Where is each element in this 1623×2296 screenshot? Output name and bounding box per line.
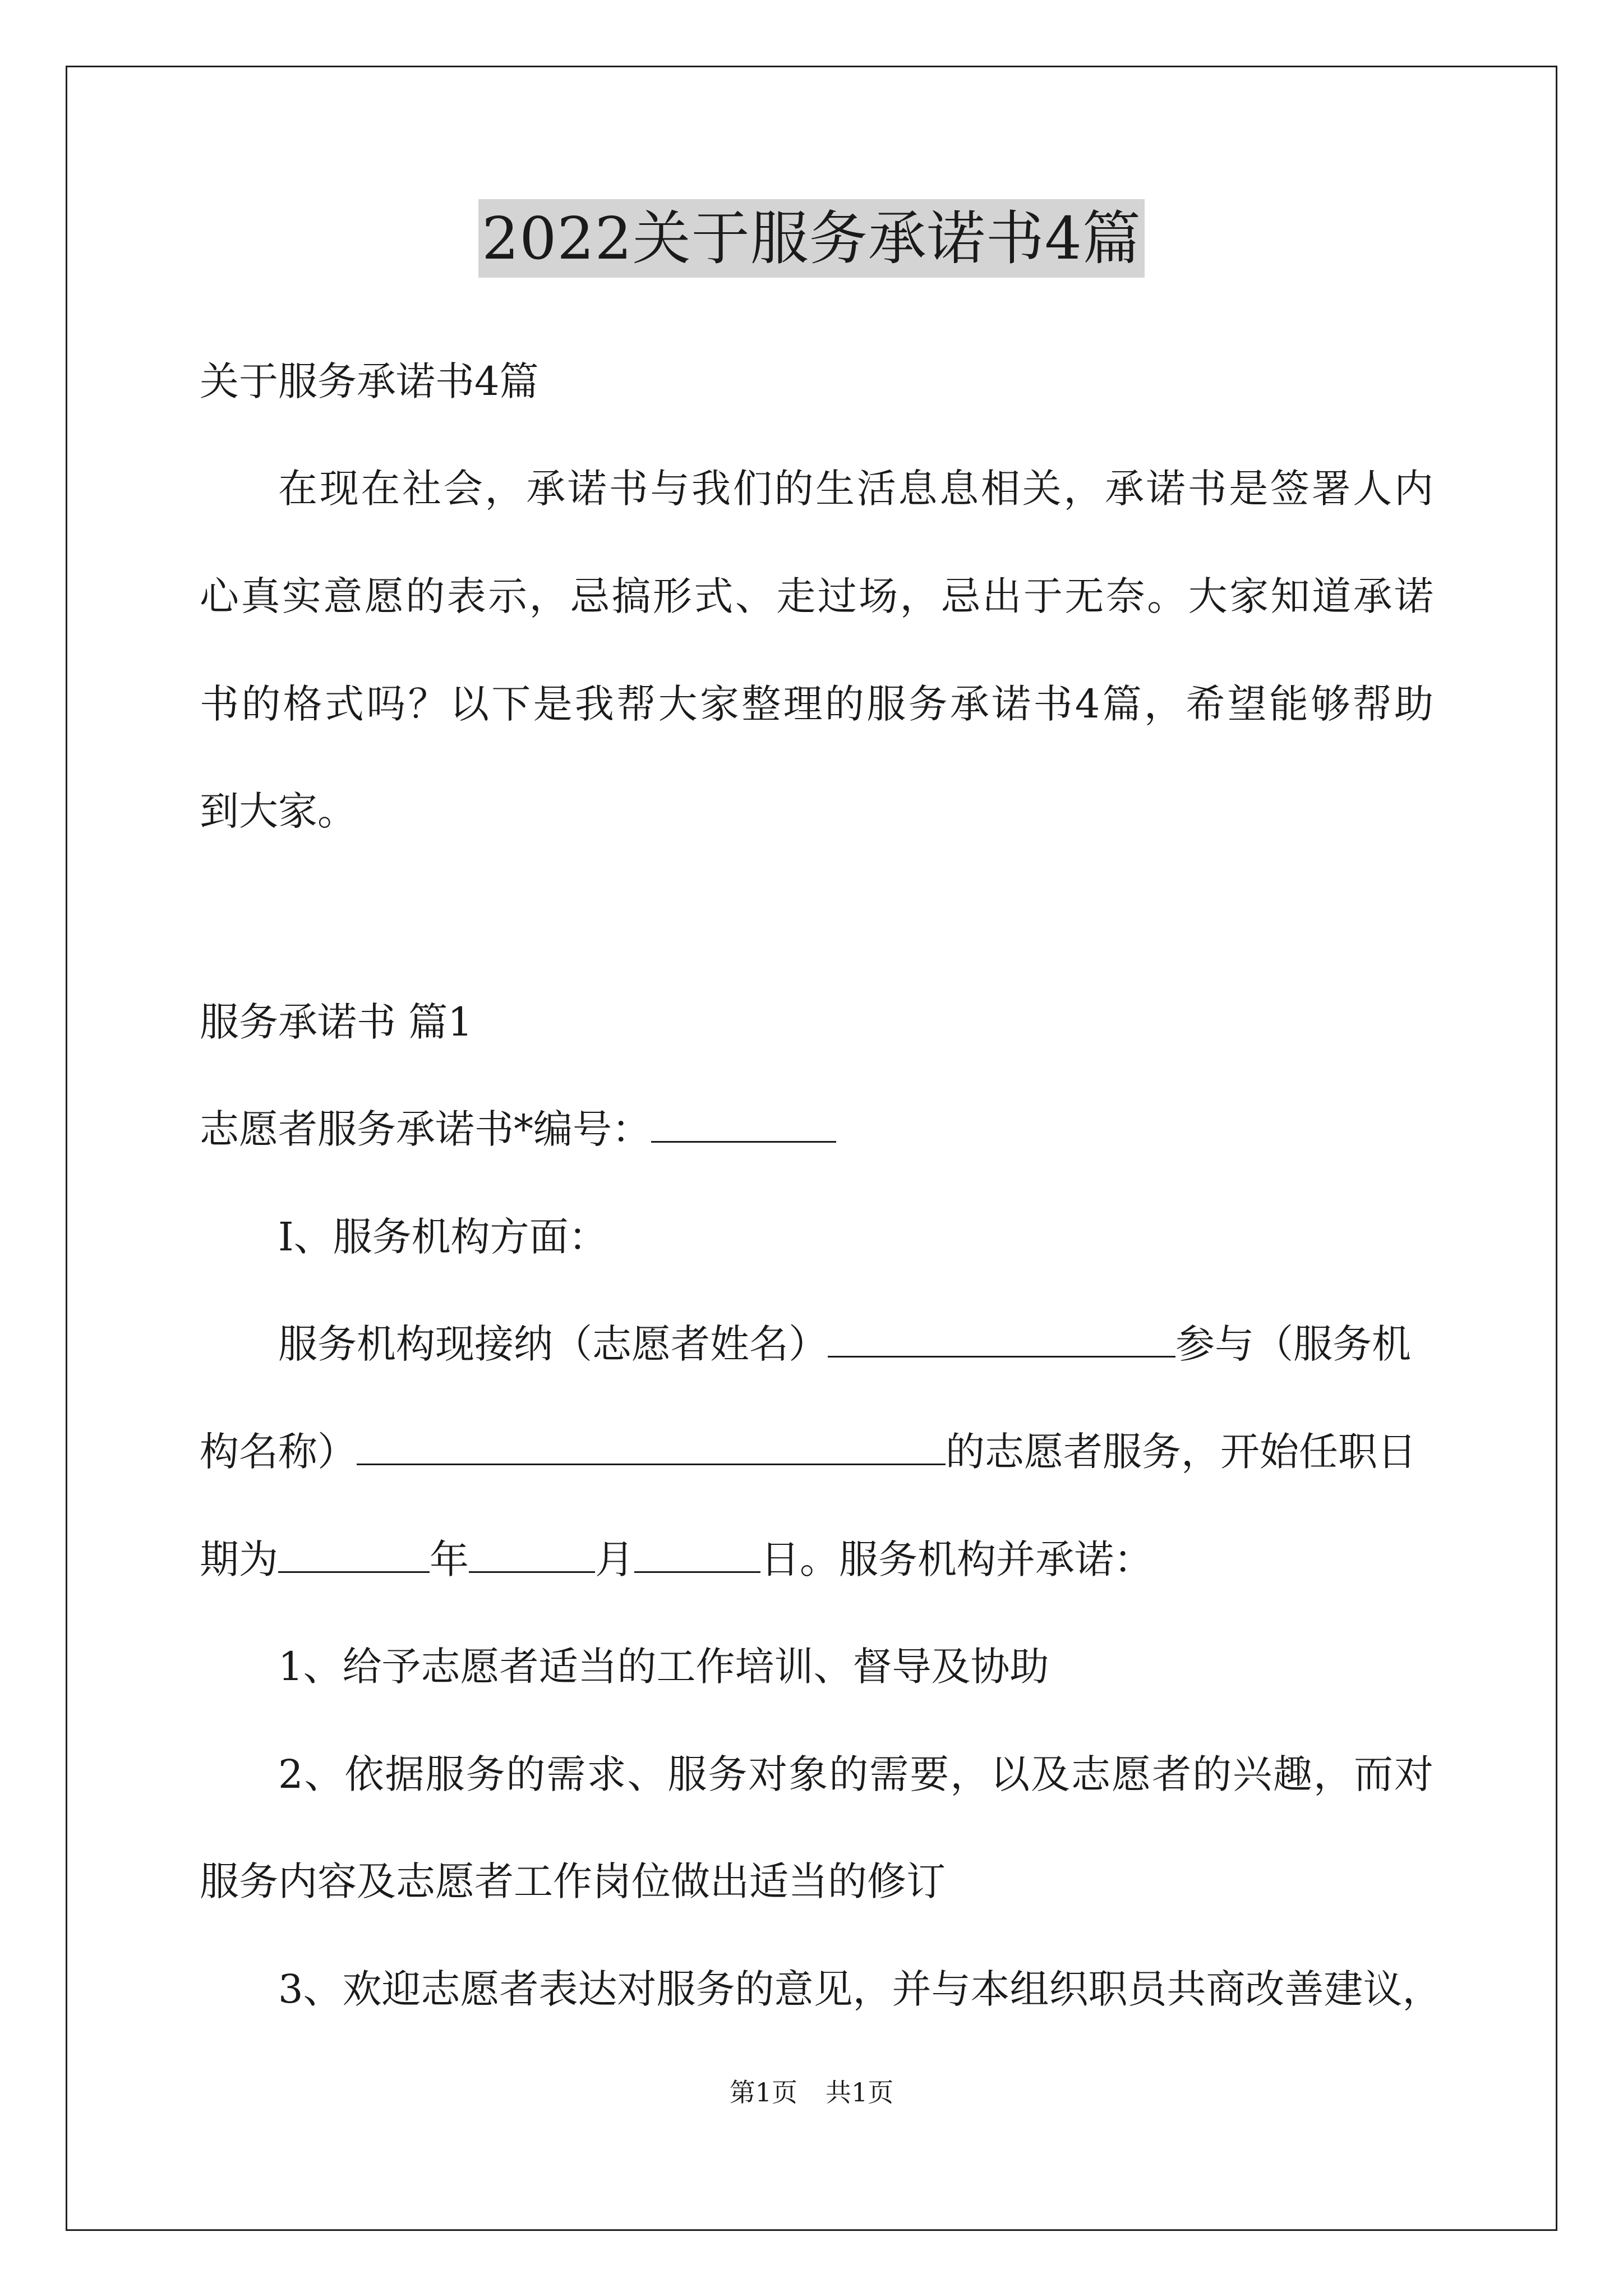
accept-line-2-suffix: 的志愿者服务，开始任职日 <box>946 1429 1417 1475</box>
form-number-line <box>200 1102 1433 1156</box>
date-line-prefix: 期为 <box>200 1536 278 1582</box>
commitment-item-2-line-1: 2、依据服务的需求、服务对象的需要，以及志愿者的兴趣，而对 <box>278 1751 1433 1797</box>
accept-line-1-prefix: 服务机构现接纳（志愿者姓名） <box>278 1321 828 1367</box>
year-blank[interactable] <box>278 1534 430 1573</box>
accept-line-1-suffix: 参与（服务机 <box>1175 1321 1411 1367</box>
organization-name-blank[interactable] <box>357 1427 946 1466</box>
month-blank[interactable] <box>469 1534 595 1573</box>
date-year-label: 年 <box>430 1536 469 1582</box>
page-number-total: 共1页 <box>826 2077 894 2108</box>
title-container <box>0 199 1623 278</box>
intro-paragraph-line-2: 心真实意愿的表示，忌搞形式、走过场，忌出于无奈。大家知道承诺 <box>200 573 1433 619</box>
volunteer-name-blank[interactable] <box>828 1319 1175 1358</box>
commitment-item-1: 1、给予志愿者适当的工作培训、督导及协助 <box>278 1644 1049 1690</box>
commitment-item-2-line-2: 服务内容及志愿者工作岗位做出适当的修订 <box>200 1858 946 1904</box>
form-number-label: 志愿者服务承诺书*编号： <box>200 1106 651 1152</box>
date-line <box>200 1533 1433 1586</box>
intro-paragraph-line-4: 到大家。 <box>200 788 357 834</box>
form-number-blank[interactable] <box>651 1104 836 1143</box>
section-heading: 服务承诺书 篇1 <box>200 999 473 1045</box>
accept-line-1 <box>278 1317 1512 1371</box>
intro-paragraph-line-1: 在现在社会，承诺书与我们的生活息息相关，承诺书是签署人内 <box>278 466 1433 512</box>
date-month-label: 月 <box>595 1536 634 1582</box>
document-subtitle: 关于服务承诺书4篇 <box>200 358 539 404</box>
document-title: 2022关于服务承诺书4篇 <box>478 199 1145 278</box>
page-footer <box>0 2076 1623 2109</box>
day-blank[interactable] <box>634 1534 760 1573</box>
page-number-current: 第1页 <box>729 2077 797 2108</box>
accept-line-2 <box>200 1425 1433 1479</box>
intro-paragraph-line-3: 书的格式吗？以下是我帮大家整理的服务承诺书4篇，希望能够帮助 <box>200 681 1433 727</box>
commitment-item-3-line-1: 3、欢迎志愿者表达对服务的意见，并与本组织职员共商改善建议， <box>278 1966 1442 2012</box>
part-heading: I、服务机构方面： <box>278 1214 608 1260</box>
date-day-suffix: 日。服务机构并承诺： <box>760 1536 1153 1582</box>
accept-line-2-prefix: 构名称） <box>200 1429 357 1475</box>
